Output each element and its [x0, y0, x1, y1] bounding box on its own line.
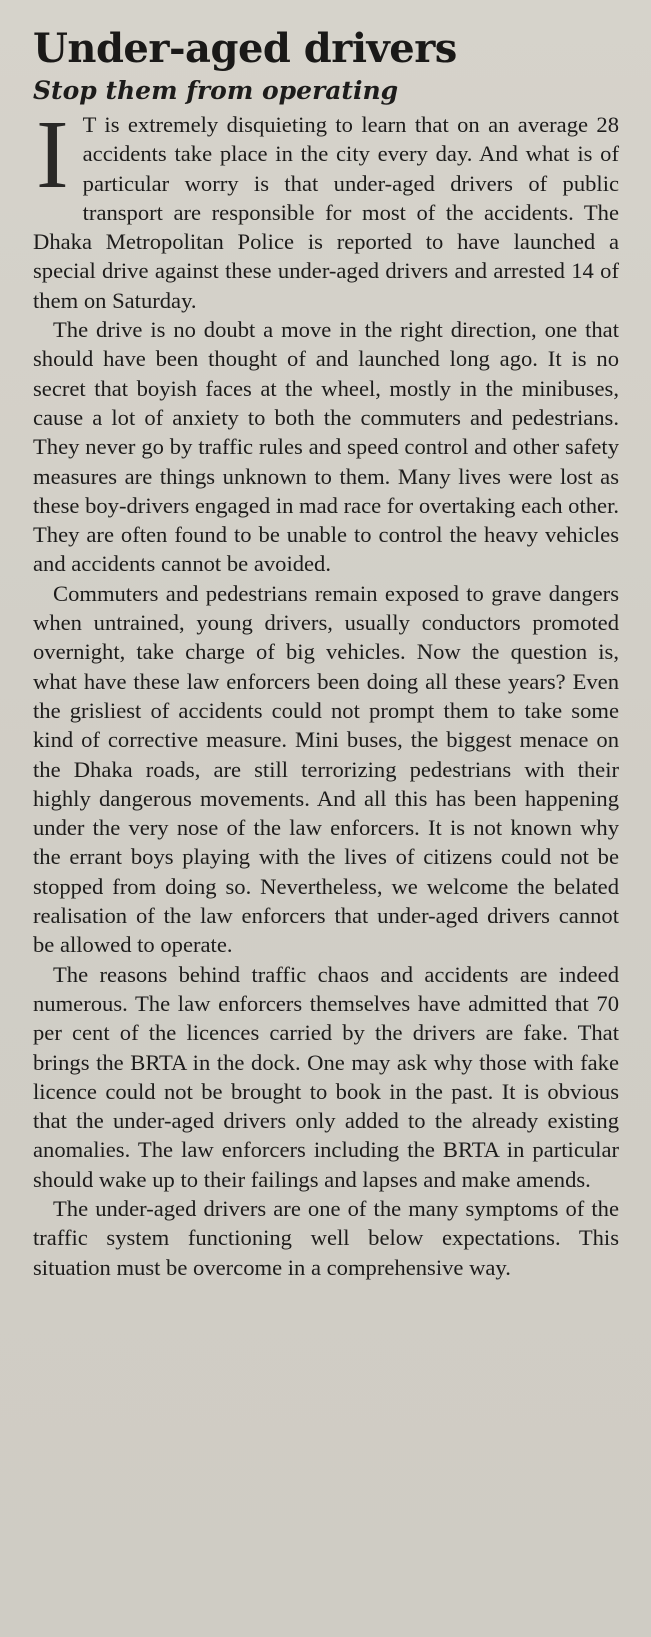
headline: Under-aged drivers: [33, 25, 457, 72]
paragraph-2: The drive is no doubt a move in the right direction, one that should have been thought of and launched long ago. It is no secret that boyish faces at the wheel, mostly in the minibuses, cause a lot of anxiety to both the commuters and pedestrians. They never go by traffic rules and speed control and other safety measures are things unknown to them. Many lives were lost as these boy-drivers engaged in mad race for overtaking each other. They are often found to be unable to control the heavy vehicles and accidents cannot be avoided.: [33, 317, 619, 577]
article-body: [33, 101, 619, 1282]
paragraph-1: [33, 101, 619, 315]
drop-cap: I: [36, 101, 69, 209]
subheadline: Stop them from operating: [33, 76, 399, 105]
paragraph-4: The reasons behind traffic chaos and accidents are indeed numerous. The law enforcers themselves have admitted that 70 per cent of the licences carried by the drivers are fake. That brings the BRTA in the dock. One may ask why those with fake licence could not be brought to book in the past. It is obvious that the under-aged drivers only added to the already existing anomalies. The law enforcers including the BRTA in particular should wake up to their failings and lapses and make amends.: [33, 961, 619, 1192]
paragraph-5: The under-aged drivers are one of the many symptoms of the traffic system functioning well below expectations. This situation must be overcome in a comprehensive way.: [33, 1195, 619, 1280]
paragraph-1-text: T is extremely disquieting to learn that on an average 28 accidents take place in the city every day. And what is of particular worry is that under-aged drivers of public transport are responsible for most of the accidents. The Dhaka Metropolitan Police is reported to have launched a special drive against these under-aged drivers and arrested 14 of them on Saturday.: [33, 112, 619, 313]
paragraph-3: Commuters and pedestrians remain exposed to grave dangers when untrained, young drivers, usually conductors promoted overnight, take charge of big vehicles. Now the question is, what have these law enforcers been doing all these years? Even the grisliest of accidents could not prompt them to take some kind of corrective measure. Mini buses, the biggest menace on the Dhaka roads, are still terrorizing pedestrians with their highly dangerous movements. And all this has been happening under the very nose of the law enforcers. It is not known why the errant boys playing with the lives of citizens could not be stopped from doing so. Nevertheless, we welcome the belated realisation of the law enforcers that under-aged drivers cannot be allowed to operate.: [33, 580, 619, 958]
